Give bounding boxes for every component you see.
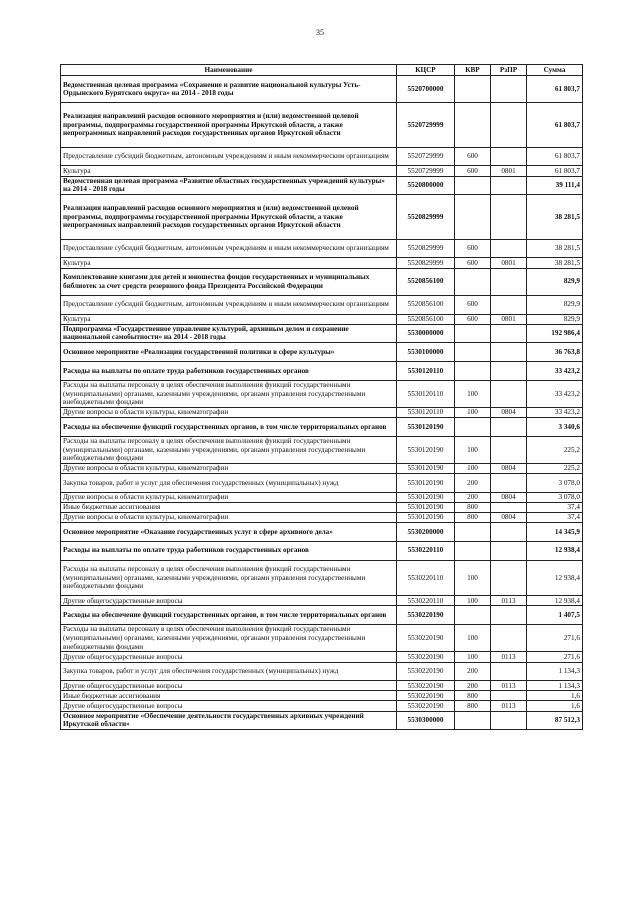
table-row (61, 492, 583, 502)
budget-table (60, 64, 583, 730)
row-kvr-cell: 800 (455, 691, 491, 701)
table-row (61, 195, 583, 240)
row-rzpr-cell (491, 176, 527, 195)
row-rzpr-cell (491, 324, 527, 343)
table-header-row (61, 65, 583, 76)
row-kvr-cell: 800 (455, 701, 491, 711)
row-kcsr-cell: 5520829999 (397, 239, 455, 258)
row-sum-cell: 225,2 (527, 436, 583, 463)
row-name-cell: Иные бюджетные ассигнования (61, 502, 397, 512)
row-kcsr-cell: 5530220190 (397, 625, 455, 652)
table-row (61, 464, 583, 474)
row-rzpr-cell (491, 560, 527, 596)
row-rzpr-cell (491, 103, 527, 148)
row-rzpr-cell (491, 268, 527, 295)
row-rzpr-cell (491, 502, 527, 512)
row-name-cell: Другие общегосударственные вопросы (61, 652, 397, 662)
row-kcsr-cell: 5520700000 (397, 76, 455, 103)
row-rzpr-cell (491, 711, 527, 730)
row-kcsr-cell: 5530100000 (397, 343, 455, 362)
row-rzpr-cell (491, 343, 527, 362)
row-kvr-cell (455, 418, 491, 437)
row-kcsr-cell: 5520856100 (397, 314, 455, 324)
row-sum-cell: 1 134,3 (527, 681, 583, 691)
row-kvr-cell (455, 541, 491, 560)
row-kvr-cell (455, 324, 491, 343)
row-kvr-cell: 600 (455, 239, 491, 258)
row-rzpr-cell: 0113 (491, 652, 527, 662)
row-rzpr-cell (491, 606, 527, 625)
row-sum-cell: 1 134,3 (527, 662, 583, 681)
row-name-cell: Основное мероприятие «Реализация государственной политики в сфере культуры» (61, 343, 397, 362)
row-sum-cell: 271,6 (527, 652, 583, 662)
row-name-cell: Другие общегосударственные вопросы (61, 701, 397, 711)
row-name-cell: Ведомственная целевая программа «Развитие областных государственных учреждений культуры» на 2014 - 2018 годы (61, 176, 397, 195)
table-row (61, 596, 583, 606)
row-sum-cell: 37,4 (527, 502, 583, 512)
row-rzpr-cell: 0804 (491, 513, 527, 523)
row-sum-cell: 829,9 (527, 295, 583, 314)
row-sum-cell: 3 078,0 (527, 474, 583, 493)
table-row (61, 711, 583, 730)
row-rzpr-cell (491, 195, 527, 240)
table-row (61, 502, 583, 512)
row-kcsr-cell: 5520856100 (397, 268, 455, 295)
table-row (61, 523, 583, 542)
row-sum-cell: 36 763,8 (527, 343, 583, 362)
row-kcsr-cell: 5530000000 (397, 324, 455, 343)
row-kvr-cell: 600 (455, 314, 491, 324)
row-name-cell: Реализация направлений расходов основного мероприятия и (или) ведомственной целевой программы, подпрограммы государственной программы Иркутской области, а также непрограммных направлений расходов государственных органов Иркутской области (61, 195, 397, 240)
row-sum-cell: 61 803,7 (527, 103, 583, 148)
row-kvr-cell: 600 (455, 295, 491, 314)
row-sum-cell: 271,6 (527, 625, 583, 652)
row-sum-cell: 829,9 (527, 314, 583, 324)
row-name-cell: Расходы на выплаты персоналу в целях обеспечения выполнения функций государственными (муниципальными) органами, казенными учреждениями, органами управления государственными внебюджетными фондами (61, 625, 397, 652)
row-rzpr-cell (491, 474, 527, 493)
row-kvr-cell (455, 268, 491, 295)
row-kcsr-cell: 5530300000 (397, 711, 455, 730)
row-sum-cell: 1 407,5 (527, 606, 583, 625)
row-rzpr-cell (491, 662, 527, 681)
row-kcsr-cell: 5530220190 (397, 652, 455, 662)
table-row (61, 380, 583, 407)
row-kvr-cell: 100 (455, 560, 491, 596)
row-name-cell: Культура (61, 314, 397, 324)
row-kvr-cell: 100 (455, 596, 491, 606)
row-sum-cell: 61 803,7 (527, 76, 583, 103)
row-kvr-cell: 200 (455, 662, 491, 681)
table-row (61, 560, 583, 596)
row-kvr-cell: 100 (455, 380, 491, 407)
row-kvr-cell: 100 (455, 625, 491, 652)
row-sum-cell: 37,4 (527, 513, 583, 523)
row-name-cell: Культура (61, 166, 397, 176)
row-sum-cell: 38 281,5 (527, 258, 583, 268)
table-body (61, 76, 583, 730)
row-kvr-cell: 200 (455, 681, 491, 691)
header-sum: Сумма (527, 65, 583, 76)
row-sum-cell: 14 345,9 (527, 523, 583, 542)
row-sum-cell: 33 423,2 (527, 407, 583, 417)
row-kvr-cell: 100 (455, 464, 491, 474)
table-row (61, 436, 583, 463)
row-name-cell: Расходы на выплаты по оплате труда работников государственных органов (61, 541, 397, 560)
row-kcsr-cell: 5530120110 (397, 407, 455, 417)
table-row (61, 295, 583, 314)
table-row (61, 166, 583, 176)
row-kcsr-cell: 5530220110 (397, 541, 455, 560)
row-kvr-cell (455, 176, 491, 195)
row-kcsr-cell: 5530220190 (397, 691, 455, 701)
row-name-cell: Закупка товаров, работ и услуг для обеспечения государственных (муниципальных) нужд (61, 662, 397, 681)
row-kvr-cell: 200 (455, 474, 491, 493)
row-name-cell: Расходы на обеспечение функций государственных органов, в том числе территориальных органов (61, 418, 397, 437)
table-row (61, 407, 583, 417)
row-kvr-cell: 600 (455, 166, 491, 176)
table-row (61, 362, 583, 381)
row-rzpr-cell: 0801 (491, 314, 527, 324)
table-row (61, 606, 583, 625)
page-number: 35 (316, 28, 324, 37)
row-rzpr-cell: 0804 (491, 492, 527, 502)
row-name-cell: Комплектование книгами для детей и юношества фондов государственных и муниципальных библиотек за счет средств резервного фонда Президента Российской Федерации (61, 268, 397, 295)
table-row (61, 652, 583, 662)
table-row (61, 662, 583, 681)
table-row (61, 625, 583, 652)
row-kvr-cell (455, 711, 491, 730)
row-rzpr-cell: 0113 (491, 681, 527, 691)
row-sum-cell: 38 281,5 (527, 195, 583, 240)
table-row (61, 147, 583, 166)
header-name: Наименование (61, 65, 397, 76)
row-sum-cell: 1,6 (527, 691, 583, 701)
row-sum-cell: 829,9 (527, 268, 583, 295)
row-rzpr-cell (491, 147, 527, 166)
row-kcsr-cell: 5530120190 (397, 474, 455, 493)
row-kcsr-cell: 5530220190 (397, 701, 455, 711)
row-rzpr-cell (491, 239, 527, 258)
row-kvr-cell: 600 (455, 147, 491, 166)
header-kcsr: КЦСР (397, 65, 455, 76)
table-row (61, 691, 583, 701)
table-row (61, 314, 583, 324)
row-name-cell: Предоставление субсидий бюджетным, автономным учреждениям и иным некоммерческим организациям (61, 147, 397, 166)
row-name-cell: Другие вопросы в области культуры, кинематографии (61, 407, 397, 417)
row-kvr-cell (455, 343, 491, 362)
row-kcsr-cell: 5520856100 (397, 295, 455, 314)
row-rzpr-cell (491, 418, 527, 437)
row-sum-cell: 61 803,7 (527, 147, 583, 166)
row-kvr-cell (455, 76, 491, 103)
row-kcsr-cell: 5520729999 (397, 147, 455, 166)
row-kcsr-cell: 5530120110 (397, 380, 455, 407)
row-kvr-cell (455, 523, 491, 542)
row-name-cell: Другие вопросы в области культуры, кинематографии (61, 492, 397, 502)
row-kcsr-cell: 5520729999 (397, 166, 455, 176)
row-name-cell: Другие общегосударственные вопросы (61, 596, 397, 606)
row-name-cell: Основное мероприятие «Оказание государственных услуг в сфере архивного дела» (61, 523, 397, 542)
header-rzpr: РзПР (491, 65, 527, 76)
row-name-cell: Другие вопросы в области культуры, кинематографии (61, 513, 397, 523)
table-row (61, 474, 583, 493)
row-kcsr-cell: 5520829999 (397, 195, 455, 240)
row-kcsr-cell: 5530120190 (397, 464, 455, 474)
row-sum-cell: 33 423,2 (527, 380, 583, 407)
row-name-cell: Расходы на выплаты персоналу в целях обеспечения выполнения функций государственными (муниципальными) органами, казенными учреждениями, органами управления государственными внебюджетными фондами (61, 560, 397, 596)
row-kcsr-cell: 5530220190 (397, 662, 455, 681)
row-name-cell: Расходы на обеспечение функций государственных органов, в том числе территориальных органов (61, 606, 397, 625)
row-name-cell: Расходы на выплаты персоналу в целях обеспечения выполнения функций государственными (муниципальными) органами, казенными учреждениями, органами управления государственными внебюджетными фондами (61, 436, 397, 463)
row-rzpr-cell (491, 76, 527, 103)
row-rzpr-cell: 0113 (491, 596, 527, 606)
table-row (61, 268, 583, 295)
row-name-cell: Иные бюджетные ассигнования (61, 691, 397, 701)
row-name-cell: Предоставление субсидий бюджетным, автономным учреждениям и иным некоммерческим организациям (61, 239, 397, 258)
row-name-cell: Другие вопросы в области культуры, кинематографии (61, 464, 397, 474)
row-kcsr-cell: 5530120110 (397, 362, 455, 381)
row-sum-cell: 1,6 (527, 701, 583, 711)
table-row (61, 176, 583, 195)
row-name-cell: Основное мероприятие «Обеспечение деятельности государственных архивных учреждений Иркутской области» (61, 711, 397, 730)
row-kcsr-cell: 5520829999 (397, 258, 455, 268)
row-name-cell: Реализация направлений расходов основного мероприятия и (или) ведомственной целевой программы, подпрограммы государственной программы Иркутской области, а также непрограммных направлений расходов государственных органов Иркутской области (61, 103, 397, 148)
row-sum-cell: 225,2 (527, 464, 583, 474)
row-name-cell: Предоставление субсидий бюджетным, автономным учреждениям и иным некоммерческим организациям (61, 295, 397, 314)
row-sum-cell: 38 281,5 (527, 239, 583, 258)
row-rzpr-cell (491, 362, 527, 381)
row-kcsr-cell: 5530200000 (397, 523, 455, 542)
row-rzpr-cell: 0801 (491, 258, 527, 268)
table-row (61, 324, 583, 343)
row-kvr-cell: 800 (455, 502, 491, 512)
row-kcsr-cell: 5530220110 (397, 596, 455, 606)
row-kvr-cell: 100 (455, 436, 491, 463)
row-kvr-cell: 600 (455, 258, 491, 268)
table-row (61, 103, 583, 148)
row-sum-cell: 61 803,7 (527, 166, 583, 176)
row-kcsr-cell: 5530120190 (397, 436, 455, 463)
table-row (61, 513, 583, 523)
row-rzpr-cell (491, 436, 527, 463)
row-kcsr-cell: 5530120190 (397, 502, 455, 512)
row-sum-cell: 12 938,4 (527, 560, 583, 596)
table-row (61, 239, 583, 258)
row-kcsr-cell: 5530120190 (397, 492, 455, 502)
row-rzpr-cell: 0113 (491, 701, 527, 711)
header-kvr: КВР (455, 65, 491, 76)
row-name-cell: Другие общегосударственные вопросы (61, 681, 397, 691)
row-kcsr-cell: 5520800000 (397, 176, 455, 195)
table-row (61, 418, 583, 437)
row-rzpr-cell (491, 541, 527, 560)
table-row (61, 76, 583, 103)
row-rzpr-cell (491, 295, 527, 314)
table-row (61, 701, 583, 711)
row-kvr-cell: 100 (455, 652, 491, 662)
row-kvr-cell: 200 (455, 492, 491, 502)
table-row (61, 343, 583, 362)
row-rzpr-cell: 0804 (491, 407, 527, 417)
row-name-cell: Расходы на выплаты по оплате труда работников государственных органов (61, 362, 397, 381)
row-kcsr-cell: 5530120190 (397, 513, 455, 523)
row-rzpr-cell (491, 380, 527, 407)
row-kcsr-cell: 5530220190 (397, 606, 455, 625)
row-sum-cell: 192 986,4 (527, 324, 583, 343)
row-sum-cell: 39 111,4 (527, 176, 583, 195)
row-kvr-cell (455, 195, 491, 240)
row-kvr-cell: 800 (455, 513, 491, 523)
table-row (61, 681, 583, 691)
row-rzpr-cell (491, 625, 527, 652)
table-row (61, 258, 583, 268)
row-rzpr-cell (491, 523, 527, 542)
row-rzpr-cell (491, 691, 527, 701)
row-rzpr-cell: 0801 (491, 166, 527, 176)
row-name-cell: Закупка товаров, работ и услуг для обеспечения государственных (муниципальных) нужд (61, 474, 397, 493)
row-sum-cell: 12 938,4 (527, 596, 583, 606)
row-name-cell: Расходы на выплаты персоналу в целях обеспечения выполнения функций государственными (муниципальными) органами, казенными учреждениями, органами управления государственными внебюджетными фондами (61, 380, 397, 407)
row-sum-cell: 33 423,2 (527, 362, 583, 381)
row-kcsr-cell: 5530220190 (397, 681, 455, 691)
row-name-cell: Подпрограмма «Государственное управление культурой, архивным делом и сохранение национальной самобытности» на 2014 - 2018 годы (61, 324, 397, 343)
row-kvr-cell (455, 103, 491, 148)
row-kvr-cell: 100 (455, 407, 491, 417)
row-kcsr-cell: 5520729999 (397, 103, 455, 148)
row-rzpr-cell: 0804 (491, 464, 527, 474)
row-kcsr-cell: 5530220110 (397, 560, 455, 596)
row-sum-cell: 3 078,0 (527, 492, 583, 502)
row-sum-cell: 12 938,4 (527, 541, 583, 560)
row-kvr-cell (455, 362, 491, 381)
row-kcsr-cell: 5530120190 (397, 418, 455, 437)
row-sum-cell: 3 340,6 (527, 418, 583, 437)
row-sum-cell: 87 512,3 (527, 711, 583, 730)
row-name-cell: Культура (61, 258, 397, 268)
row-kvr-cell (455, 606, 491, 625)
row-name-cell: Ведомственная целевая программа «Сохранение и развитие национальной культуры Усть-Ордынского Бурятского округа» на 2014 - 2018 годы (61, 76, 397, 103)
table-row (61, 541, 583, 560)
